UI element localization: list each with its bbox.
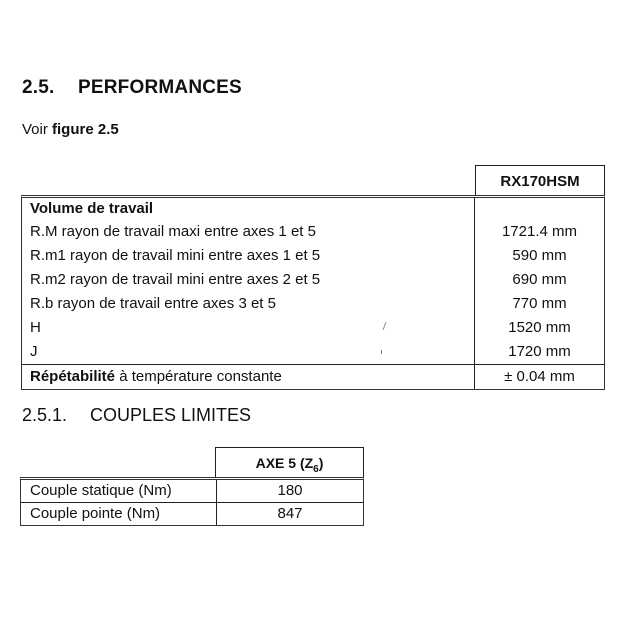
table-row [22,292,604,316]
figure-link: figure 2.5 [52,121,119,138]
row-value: 770 mm [474,292,604,316]
couple-table [20,447,364,526]
section-number: 2.5. [22,77,55,98]
scan-artifact [381,350,382,354]
table-row-repeatability [22,364,604,389]
row-label: R.M rayon de travail maxi entre axes 1 et 5 [30,223,316,240]
row-label: H [30,319,41,336]
row-label: Couple pointe (Nm) [30,505,161,522]
table-body [21,195,605,390]
header-text-end: ) [318,455,324,471]
row-label: R.m1 rayon de travail mini entre axes 1 et 5 [30,247,321,264]
table-row [22,316,604,340]
section-label: Volume de travail [30,200,154,217]
table-header-row [20,447,364,477]
row-value: ± 0.04 mm [474,365,604,389]
row-label: Couple statique (Nm) [30,482,172,499]
row-value: 1721.4 mm [474,220,604,244]
header-subscript: 6 [313,463,319,475]
row-value: 690 mm [474,268,604,292]
intro-text: Voir [22,121,53,138]
header-text: AXE 5 (Z [255,455,314,471]
repeatability-label-rest: à température constante [115,368,282,385]
table-row [21,502,363,525]
column-header-axe [215,447,364,477]
row-label: R.m2 rayon de travail mini entre axes 2 et 5 [30,271,321,288]
figure-reference [22,121,119,138]
section-heading [22,77,242,99]
row-value: 590 mm [474,244,604,268]
table-header-row [21,165,605,195]
section-title: PERFORMANCES [78,77,242,98]
table-row [22,268,604,292]
table-row [22,220,604,244]
subsection-title: COUPLES LIMITES [90,405,252,425]
table-row [21,480,363,502]
table-row [22,340,604,364]
row-value: 1720 mm [474,340,604,364]
performance-table [21,165,605,390]
column-header-model: RX170HSM [475,165,605,195]
row-value: 847 [216,503,363,525]
row-label: R.b rayon de travail entre axes 3 et 5 [30,295,276,312]
table-row [22,244,604,268]
table-body [20,477,364,526]
row-value: 180 [216,480,363,502]
subsection-number: 2.5.1. [22,405,68,425]
table-row-section [22,198,604,220]
row-label: J [30,343,38,360]
row-label [22,365,474,389]
subsection-heading [22,405,251,426]
empty-cell [474,198,604,220]
repeatability-label-bold: Répétabilité [30,368,116,385]
row-value: 1520 mm [474,316,604,340]
